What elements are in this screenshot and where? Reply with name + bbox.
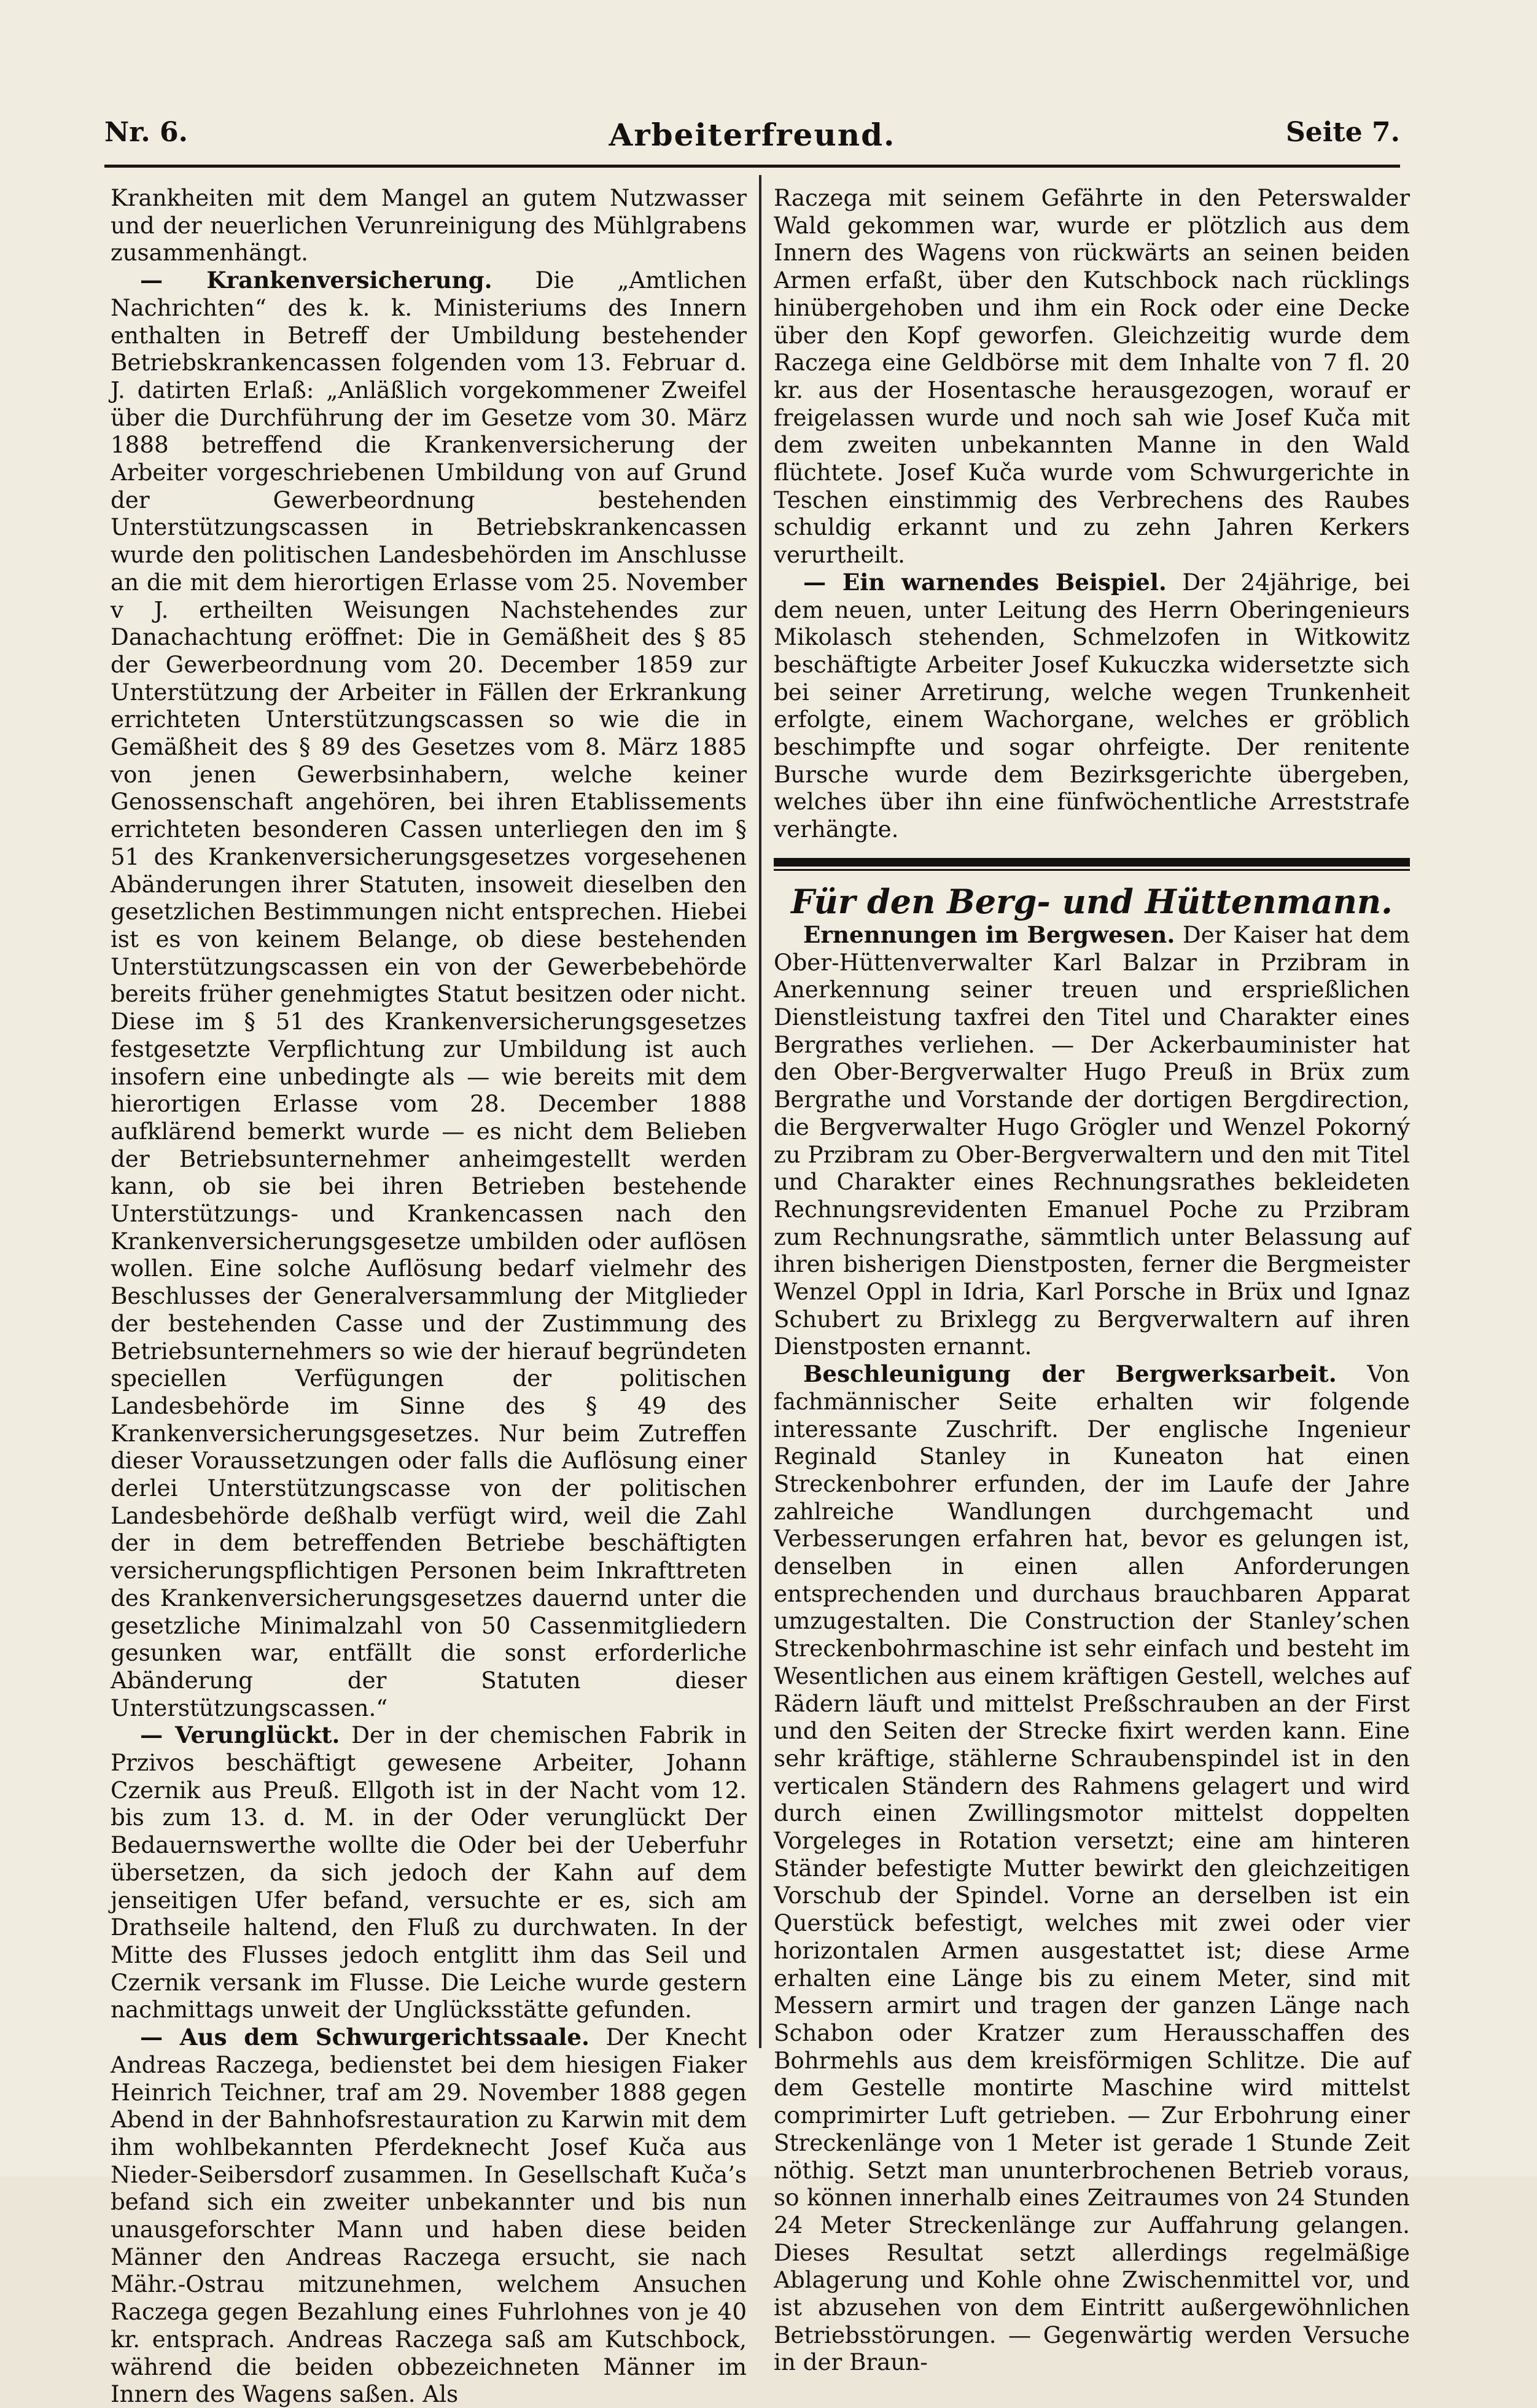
article-bergwerksarbeit: Beschleunigung der Bergwerksarbeit. Von fachmännischer Seite erhalten wir folgende interessante Zuschrift. Der englische Ingenieur Reginald Stanley in Kuneaton hat einen Streckenbohrer erfunden, der im Laufe der Jahre zahlreiche Wandlungen durchgemacht und Verbesserungen erfahren hat, bevor es gelungen ist, denselben in einen allen Anforderungen entsprechenden und durchaus brauchbaren Apparat umzugestalten. Die Construction der Stanley’schen Streckenbohrmaschine ist sehr einfach und besteht im Wesentlichen aus einem kräftigen Gestell, welches auf Rädern läuft und mittelst Preßschrauben an der First und den Seiten der Strecke fixirt werden kann. Eine sehr kräftige, stählerne Schraubenspindel ist in den verticalen Ständern des Rahmens gelagert und wird durch einen Zwillingsmotor mittelst doppelten Vorgeleges in Rotation versetzt; eine am hinteren Ständer befestigte Mutter bewirkt den gleichzeitigen Vorschub der Spindel. Vorne an derselben ist ein Querstück befestigt, welches mit zwei oder vier horizontalen Armen ausgestattet ist; diese Arme erhalten eine Länge bis zu einem Meter, sind mit Messern armirt und tragen der ganzen Länge nach Schabon oder Kratzer zum Herausschaffen des Bohrmehls aus dem kreisförmigen Schlitze. Die auf dem Gestelle montirte Maschine wird mittelst comprimirter Luft getrieben. — Zur Erbohrung einer Streckenlänge von 1 Meter ist gerade 1 Stunde Zeit nöthig. Setzt man ununterbrochenen Betrieb voraus, so können innerhalb eines Zeitraumes von 24 Stunden 24 Meter Streckenlänge zur Auffahrung gelangen. Dieses Resultat setzt allerdings regelmäßige Ablagerung und Kohle ohne Zwischenmittel vor, und ist abzusehen von dem Eintritt außergewöhnlichen Betriebsstörungen. — Gegenwärtig werden Versuche in der Braun- — [774, 1360, 1410, 2376]
article-heading: Beschleunigung der Bergwerksarbeit. — [803, 1360, 1337, 1388]
page-header — [104, 117, 1400, 160]
article-verunglueckt: — Verunglückt. Der in der chemischen Fabrik in Przivos beschäftigt gewesene Arbeiter, Johann Czernik aus Preuß. Ellgoth ist in der Nacht vom 12. bis zum 13. d. M. in der Oder verunglückt Der Bedauernswerthe wollte die Oder bei der Ueberfuhr übersetzen, da sich jedoch der Kahn auf dem jenseitigen Ufer befand, versuchte er es, sich am Drathseile haltend, den Fluß zu durchwaten. In der Mitte des Flusses jedoch entglitt ihm das Seil und Czernik versank im Flusse. Die Leiche wurde gestern nachmittags unweit der Unglücksstätte gefunden. — [111, 1721, 747, 2024]
article-heading: — Aus dem Schwurgerichtssaale. — [140, 2024, 590, 2051]
article-ernennungen: Ernennungen im Bergwesen. Der Kaiser hat dem Ober-Hüttenverwalter Karl Balzar in Przibram in Anerkennung seiner treuen und ersprießlichen Dienstleistung taxfrei den Titel und Charakter eines Bergrathes verliehen. — Der Ackerbauminister hat den Ober-Bergverwalter Hugo Preuß in Brüx zum Bergrathe und Vorstande der dortigen Bergdirection, die Bergverwalter Hugo Grögler und Wenzel Pokorný zu Przibram zu Ober-Bergverwaltern und den mit Titel und Charakter eines Rechnungsrathes bekleideten Rechnungsrevidenten Emanuel Poche zu Przibram zum Rechnungsrathe, sämmtlich unter Belassung auf ihren bisherigen Dienstposten, ferner die Bergmeister Wenzel Oppl in Idria, Karl Porsche in Brüx und Ignaz Schubert zu Brixlegg zu Bergverwaltern auf ihren Dienstposten ernannt. — [774, 921, 1410, 1360]
article-heading: — Krankenversicherung. — [140, 267, 492, 294]
section-title: Für den Berg- und Hüttenmann. — [791, 881, 1393, 921]
masthead-title: Arbeiterfreund. — [609, 117, 896, 153]
header-rule — [104, 165, 1400, 168]
article-schwurgericht: — Aus dem Schwurgerichtssaale. Der Knecht Andreas Raczega, bedienstet bei dem hiesigen Fiaker Heinrich Teichner, traf am 29. November 1888 gegen Abend in der Bahnhofsrestauration zu Karwin mit dem ihm wohlbekannten Pferdeknecht Josef Kuča aus Nieder-Seibersdorf zusammen. In Gesellschaft Kuča’s befand sich ein zweiter unbekannter und bis nun unausgeforschter Mann und haben diese beiden Männer den Andreas Raczega ersucht, sie nach Mähr.-Ostrau mitzunehmen, welchem Ansuchen Raczega gegen Bezahlung eines Fuhrlohnes von je 40 kr. entsprach. Andreas Raczega saß am Kutschbock, während die beiden obbezeichneten Männer im Innern des Wagens saßen. Als — [111, 2024, 747, 2408]
article-warnendes-beispiel: — Ein warnendes Beispiel. Der 24jährige, bei dem neuen, unter Leitung des Herrn Oberingenieurs Mikolasch stehenden, Schmelzofen in Witkowitz beschäftigte Arbeiter Josef Kukuczka widersetzte sich bei seiner Arretirung, welche wegen Trunkenheit erfolgte, einem Wachorgane, welches er gröblich beschimpfte und sogar ohrfeigte. Der renitente Bursche wurde dem Bezirksgerichte übergeben, welches über ihn eine fünfwöchentliche Arreststrafe verhängte. — [774, 568, 1410, 843]
article-heading: Ernennungen im Bergwesen. — [803, 921, 1175, 948]
section-rule-thin — [774, 869, 1410, 871]
page-number: Seite 7. — [1285, 117, 1400, 148]
column-divider — [759, 175, 761, 2048]
issue-number: Nr. 6. — [104, 117, 188, 148]
section-rule-thick — [774, 858, 1410, 867]
article-paragraph: Raczega mit seinem Gefährte in den Peterswalder Wald gekommen war, wurde er plötzlich aus dem Innern des Wagens von rückwärts an seinen beiden Armen erfaßt, über den Kutschbock nach rücklings hinübergehoben und ihm ein Rock oder eine Decke über den Kopf geworfen. Gleichzeitig wurde dem Raczega eine Geldbörse mit dem Inhalte von 7 fl. 20 kr. aus der Hosentasche herausgezogen, worauf er freigelassen wurde und noch sah wie Josef Kuča mit dem zweiten unbekannten Manne in den Wald flüchtete. Josef Kuča wurde vom Schwurgerichte in Teschen einstimmig des Verbrechens des Raubes schuldig erkannt und zu zehn Jahren Kerkers verurtheilt. — [774, 184, 1410, 569]
article-heading: — Ein warnendes Beispiel. — [803, 568, 1167, 596]
article-krankenversicherung: — Krankenversicherung. Die „Amtlichen Nachrichten“ des k. k. Ministeriums des Innern enthalten in Betreff der Umbildung bestehender Betriebskrankencassen folgenden vom 13. Februar d. J. datirten Erlaß: „Anläßlich vorgekommener Zweifel über die Durchführung der im Gesetze vom 30. März 1888 betreffend die Krankenversicherung der Arbeiter vorgeschriebenen Umbildung von auf Grund der Gewerbeordnung bestehenden Unterstützungscassen in Betriebskrankencassen wurde den politischen Landesbehörden im Anschlusse an die mit dem hierortigen Erlasse vom 25. November v J. ertheilten Weisungen Nachstehendes zur Danachachtung eröffnet: Die in Gemäßheit des § 85 der Gewerbeordnung vom 20. December 1859 zur Unterstützung der Arbeiter in Fällen der Erkrankung errichteten Unterstützungscassen so wie die in Gemäßheit des § 89 des Gesetzes vom 8. März 1885 von jenen Gewerbsinhabern, welche keiner Genossenschaft angehören, bei ihren Etablissements errichteten besonderen Cassen unterliegen den im § 51 des Krankenversicherungsgesetzes vorgesehenen Abänderungen ihrer Statuten, insoweit dieselben den gesetzlichen Bestimmungen nicht entsprechen. Hiebei ist es von keinem Belange, ob diese bestehenden Unterstützungscassen ein von der Gewerbebehörde bereits früher genehmigtes Statut besitzen oder nicht. Diese im § 51 des Krankenversicherungsgesetzes festgesetzte Verpflichtung zur Umbildung ist auch insofern eine unbedingte als — wie bereits mit dem hierortigen Erlasse vom 28. December 1888 aufklärend bemerkt wurde — es nicht dem Belieben der Betriebsunternehmer anheimgestellt werden kann, ob sie bei ihren Betrieben bestehende Unterstützungs- und Krankencassen nach den Krankenversicherungsgesetze umbilden oder auflösen wollen. Eine solche Auflösung bedarf vielmehr des Beschlusses der Generalversammlung der Mitglieder der bestehenden Casse und der Zustimmung des Betriebsunternehmers so wie der hierauf begründeten speciellen Verfügungen der politischen Landesbehörde im Sinne des § 49 des Krankenversicherungsgesetzes. Nur beim Zutreffen dieser Voraussetzungen oder falls die Auflösung einer derlei Unterstützungscasse von der politischen Landesbehörde deßhalb verfügt wird, weil die Zahl der in dem betreffenden Betriebe beschäftigten versicherungspflichtigen Personen beim Inkrafttreten des Krankenversicherungsgesetzes dauernd unter die gesetzliche Minimalzahl von 50 Cassenmitgliedern gesunken war, entfällt die sonst erforderliche Abänderung der Statuten dieser Unterstützungscassen.“ — [111, 267, 747, 1721]
left-column — [111, 184, 747, 2408]
article-paragraph: Krankheiten mit dem Mangel an gutem Nutzwasser und der neuerlichen Verunreinigung des Mühlgrabens zusammenhängt. — [111, 184, 747, 267]
article-heading: — Verunglückt. — [140, 1721, 340, 1749]
right-column — [774, 184, 1410, 2376]
